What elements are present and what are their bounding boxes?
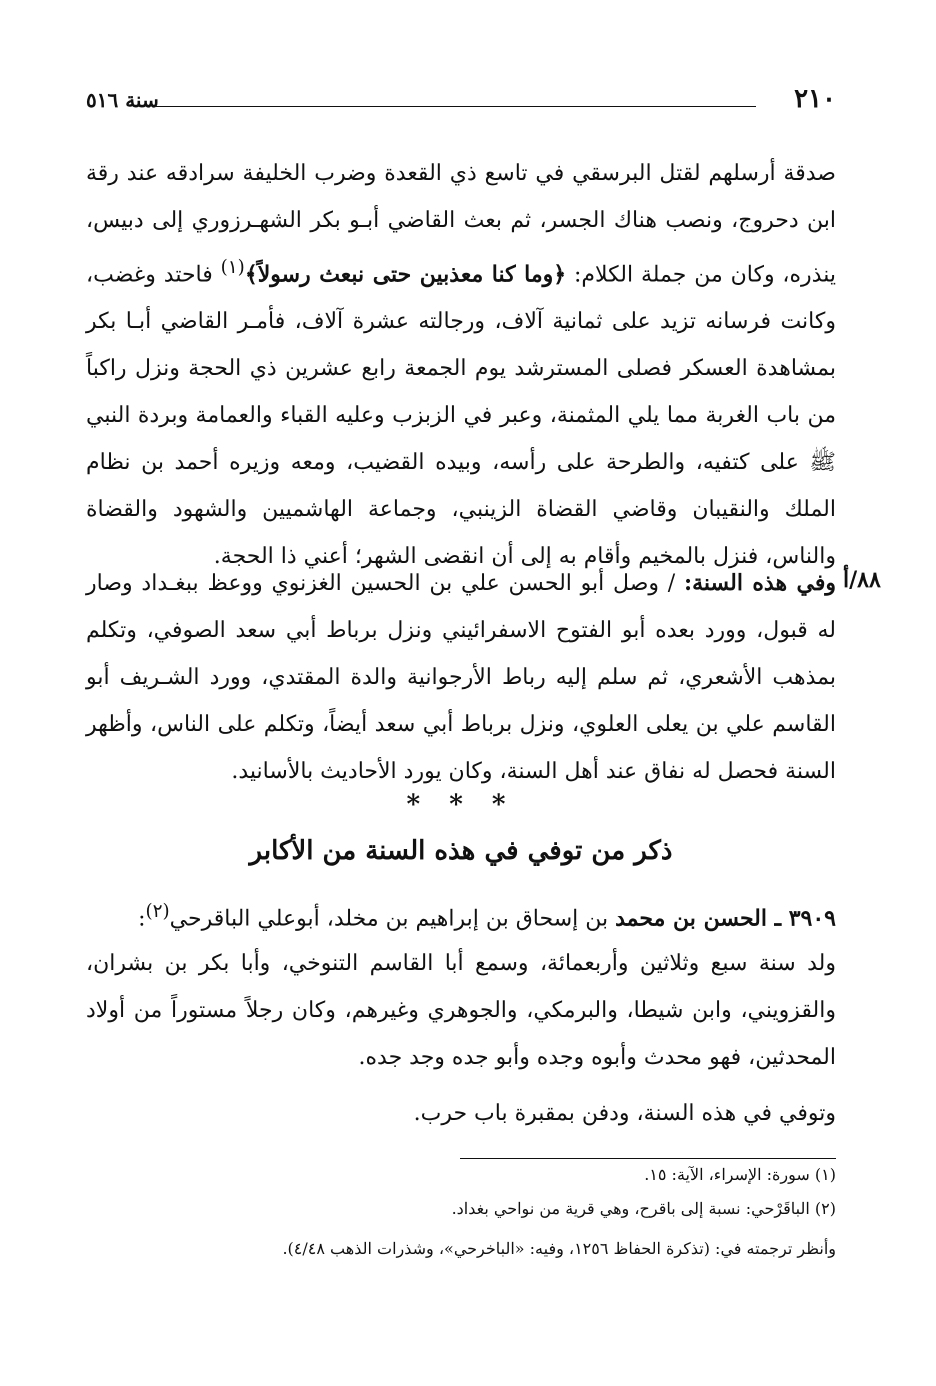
entry-colon: : [138,906,146,932]
paragraph-1-text-a: صدقة أرسلهم لقتل البرسقي في تاسع ذي القعدة وضرب الخليفة سرادقه عند رقة ابن دحروج، ونصب هناك الجسر، ثم بعث القاضي أبـو بكر الشهـرزوري إلى دبيس، ينذره، وكان من جملة الكلام: [86,161,836,288]
paragraph-4: وتوفي في هذه السنة، ودفن بمقبرة باب حرب. [413,1101,836,1126]
footnote-3: وأنظر ترجمته في: (تذكرة الحفاظ ١٢٥٦، وفيه: «الباخرحي»، وشذرات الذهب ٤/٤٨). [282,1239,836,1258]
section-divider-stars: * * * [406,790,516,820]
footnote-1: (١) سورة: الإسراء، الآية: ١٥. [644,1165,836,1184]
biography-entry-heading [86,890,836,941]
paragraph-2 [86,560,836,795]
entry-number: ٣٩٠٩ ـ [774,905,836,932]
footnote-marker-2: (٢) [145,901,170,922]
entry-name: الحسن بن محمد [615,905,775,932]
running-head: سنة ٥١٦ [86,88,159,112]
header-rule [156,106,756,107]
year-lead-in: وفي هذه السنة: [683,570,836,596]
footnote-2: (٢) الباقَرْحي: نسبة إلى باقرح، وهي قرية من نواحي بغداد. [451,1199,836,1218]
entry-lineage: بن إسحاق بن إبراهيم بن مخلد، أبوعلي الباقرحي [169,906,616,932]
page-header [86,84,836,124]
paragraph-3: ولد سنة سبع وثلاثين وأربعمائة، وسمع أبا القاسم التنوخي، وأبا بكر بن بشران، والقزويني، وابن شيطا، والبرمكي، والجوهري وغيرهم، وكان رجلاً مستوراً من أولاد المحدثين، فهو محدث وأبوه وجده وأبو جده وجد جده. [86,951,836,1070]
page-number: ٢١٠ [794,84,836,114]
paragraph-2-text: / وصل أبو الحسن علي بن الحسين الغزنوي ووعظ ببغـداد وصار له قبول، وورد بعده أبو الفتوح الاسفرائيني ونزل برباط أبي سعد الصوفي، وتكلم بمذهب الأشعري، ثم سلم إليه رباط الأرجوانية والدة المقتدي، وورد الشـريف أبو القاسم علي بن يعلى العلوي، ونزل برباط أبي سعد أيضاً، وتكلم على الناس، وأظهر السنة فحصل له نفاق عند أهل السنة، وكان يورد الأحاديث بالأسانيد. [86,571,836,784]
paragraph-1-text-b: فاحتد وغضب، وكانت فرسانه تزيد على ثمانية آلاف، ورجالته عشرة آلاف، فأمـر القاضي أبـا بكر بمشاهدة العسكر فصلى المسترشد يوم الجمعة رابع عشرين ذي الحجة ونزل راكباً من باب الغربة مما يلي المثمنة، وعبر في الزبزب وعليه القباء والعمامة وبردة النبي ﷺ على كتفيه، والطرحة على رأسه، وبيده القضيب، ومعه وزيره أحمد بن نظام الملك والنقيبان وقاضي القضاة الزينبي، وجماعة الهاشميين والشهود والقضاة والناس، فنزل بالمخيم وأقام به إلى أن انقضى الشهر؛ أعني ذا الحجة. [86,262,836,570]
paragraph-1 [86,150,836,580]
footnote-marker-1: (١) [220,257,245,278]
margin-manuscript-reference: ٨٨/أ [843,567,881,593]
footnote-rule [460,1158,836,1159]
quran-quote: ﴿وما كنا معذبين حتى نبعث رسولاً﴾ [244,261,567,288]
section-title: ذكر من توفي في هذه السنة من الأكابر [249,836,673,866]
